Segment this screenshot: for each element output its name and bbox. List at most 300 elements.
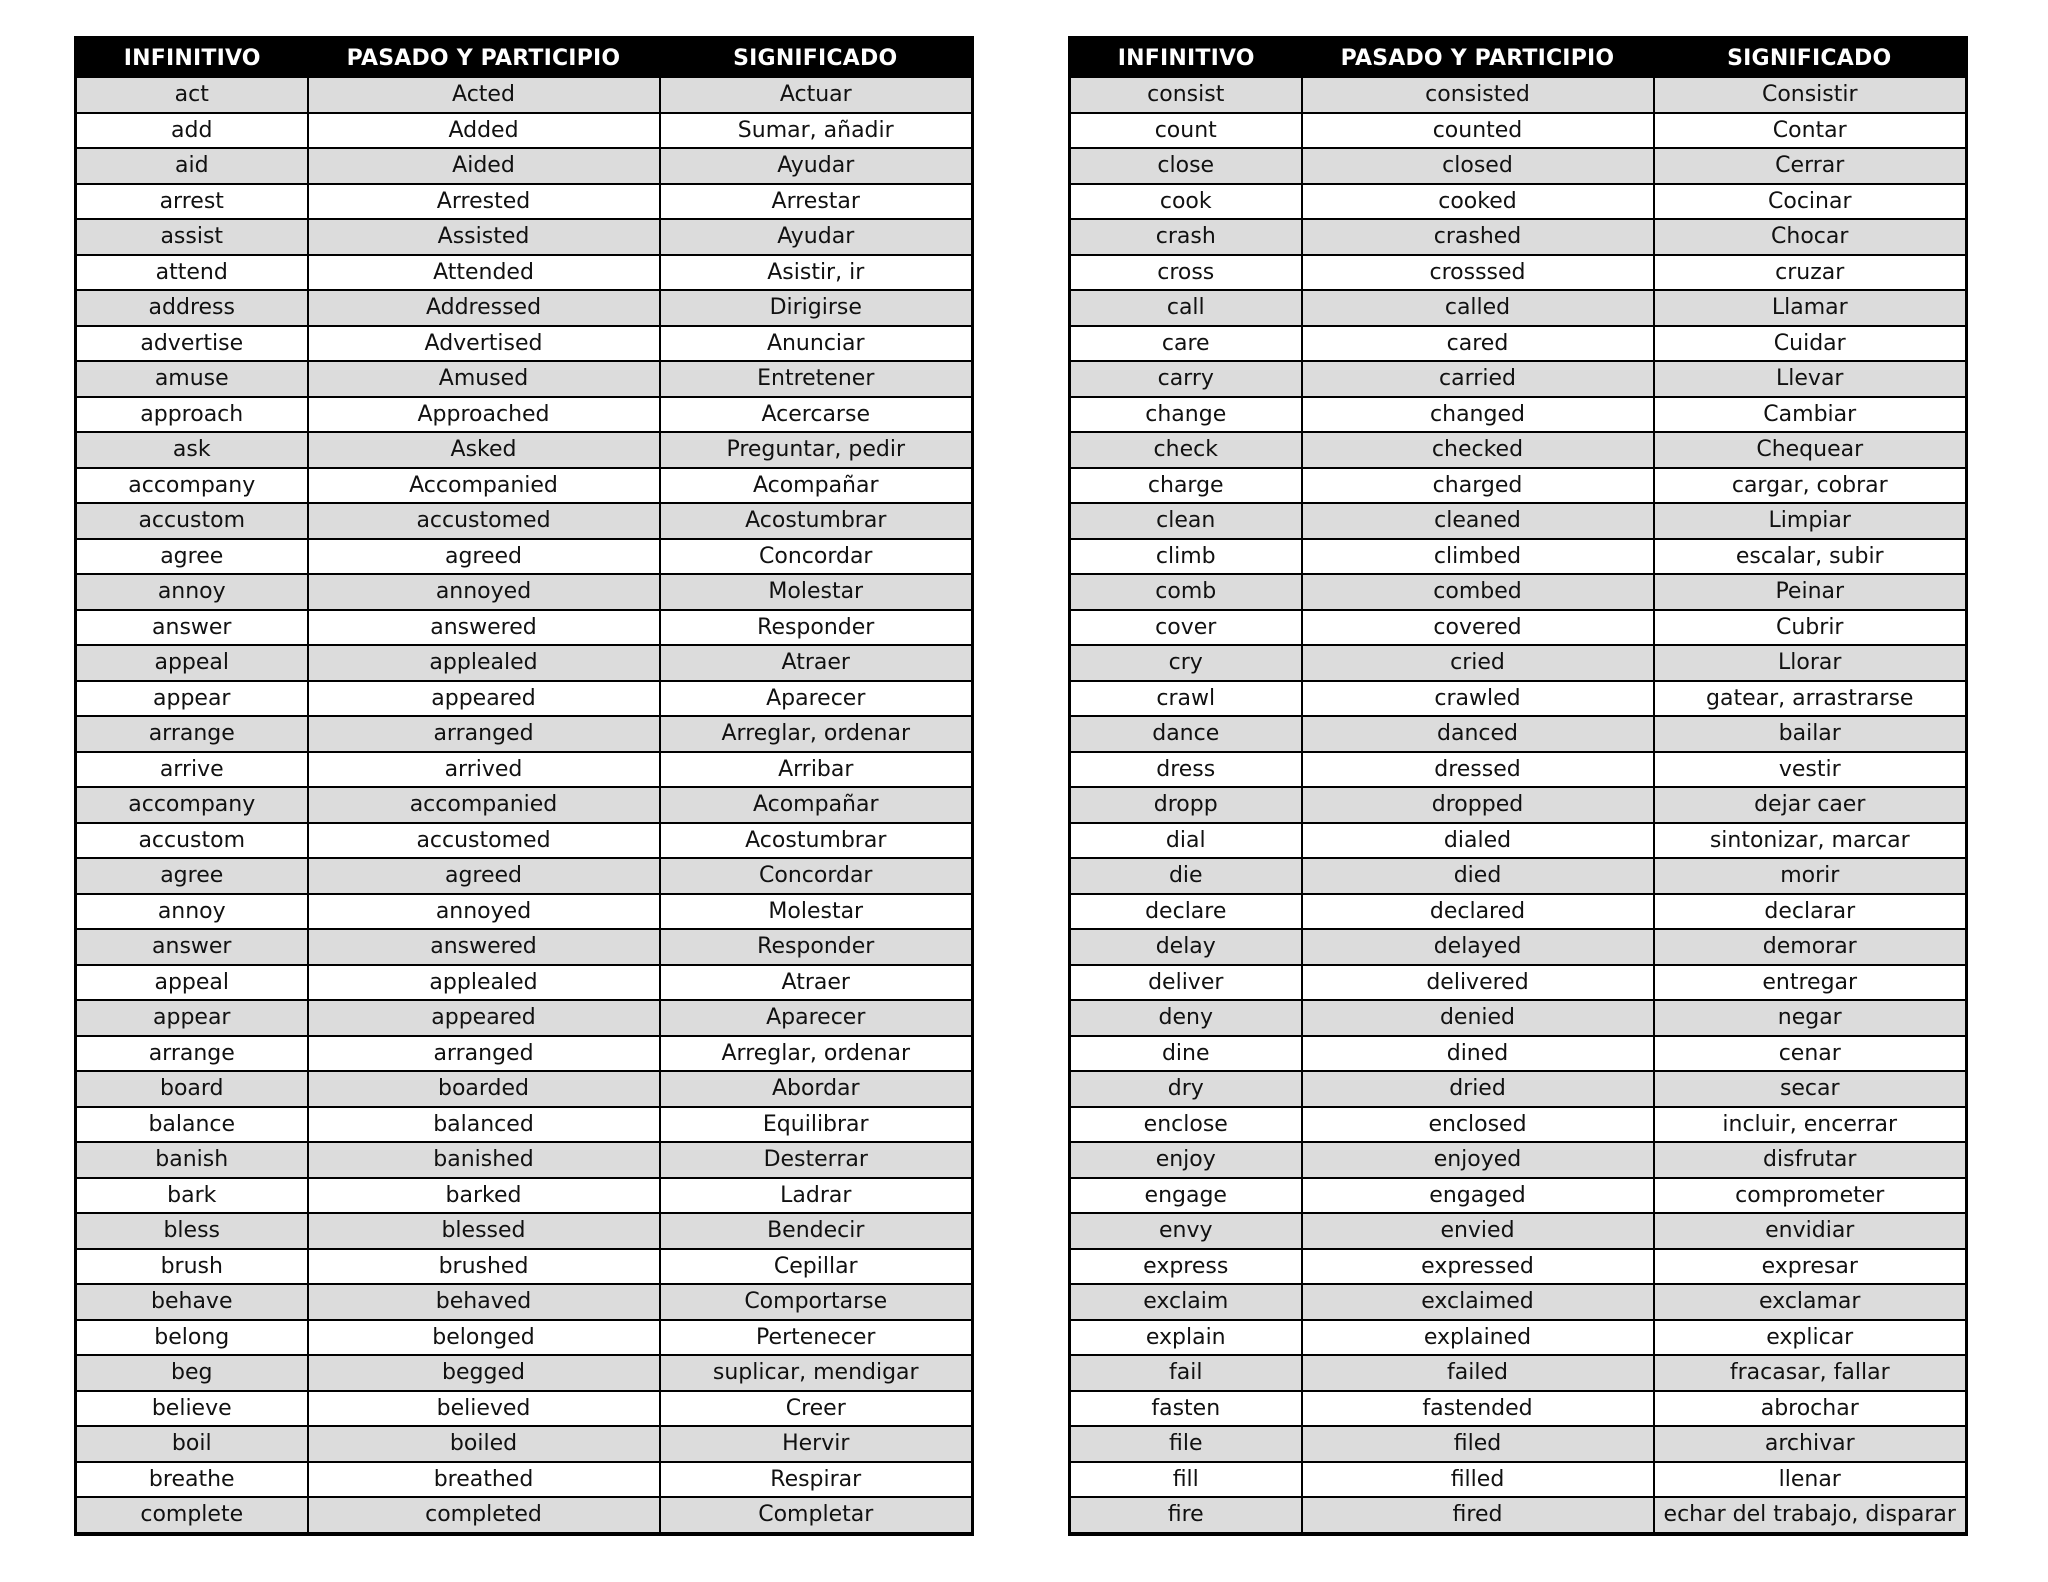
cell-significado: archivar — [1654, 1426, 1967, 1462]
cell-pasado-participio: arrived — [308, 752, 660, 788]
cell-infinitivo: fasten — [1070, 1391, 1302, 1427]
table-row — [1070, 503, 1967, 539]
cell-pasado-participio: changed — [1302, 397, 1654, 433]
cell-infinitivo: assist — [76, 219, 308, 255]
table-row — [1070, 716, 1967, 752]
cell-pasado-participio: Attended — [308, 255, 660, 291]
column-header-pasado-participio: PASADO Y PARTICIPIO — [308, 38, 660, 78]
cell-significado: disfrutar — [1654, 1142, 1967, 1178]
column-header-significado: SIGNIFICADO — [1654, 38, 1967, 78]
table-row — [76, 1391, 973, 1427]
cell-significado: abrochar — [1654, 1391, 1967, 1427]
cell-pasado-participio: dressed — [1302, 752, 1654, 788]
cell-significado: Responder — [660, 610, 973, 646]
cell-infinitivo: dress — [1070, 752, 1302, 788]
table-row — [76, 1355, 973, 1391]
cell-pasado-participio: Aided — [308, 148, 660, 184]
cell-pasado-participio: engaged — [1302, 1178, 1654, 1214]
table-row — [1070, 929, 1967, 965]
cell-significado: Bendecir — [660, 1213, 973, 1249]
cell-infinitivo: accustom — [76, 503, 308, 539]
cell-pasado-participio: enjoyed — [1302, 1142, 1654, 1178]
cell-significado: Acompañar — [660, 468, 973, 504]
cell-infinitivo: declare — [1070, 894, 1302, 930]
cell-significado: Actuar — [660, 78, 973, 113]
table-row — [76, 290, 973, 326]
table-row — [1070, 1391, 1967, 1427]
cell-significado: Contar — [1654, 113, 1967, 149]
cell-significado: Acercarse — [660, 397, 973, 433]
cell-infinitivo: engage — [1070, 1178, 1302, 1214]
cell-significado: Chequear — [1654, 432, 1967, 468]
cell-significado: incluir, encerrar — [1654, 1107, 1967, 1143]
cell-significado: Limpiar — [1654, 503, 1967, 539]
cell-significado: escalar, subir — [1654, 539, 1967, 575]
table-row — [76, 1497, 973, 1534]
cell-significado: llenar — [1654, 1462, 1967, 1498]
table-row — [1070, 965, 1967, 1001]
cell-pasado-participio: boarded — [308, 1071, 660, 1107]
cell-infinitivo: balance — [76, 1107, 308, 1143]
column-header-infinitivo: INFINITIVO — [76, 38, 308, 78]
cell-pasado-participio: agreed — [308, 539, 660, 575]
cell-pasado-participio: called — [1302, 290, 1654, 326]
table-row — [1070, 432, 1967, 468]
table-row — [1070, 787, 1967, 823]
table-row — [76, 1000, 973, 1036]
table-row — [1070, 1497, 1967, 1534]
cell-infinitivo: crash — [1070, 219, 1302, 255]
cell-infinitivo: arrest — [76, 184, 308, 220]
cell-significado: dejar caer — [1654, 787, 1967, 823]
cell-significado: comprometer — [1654, 1178, 1967, 1214]
cell-pasado-participio: Arrested — [308, 184, 660, 220]
table-row — [76, 894, 973, 930]
cell-infinitivo: answer — [76, 610, 308, 646]
cell-infinitivo: bark — [76, 1178, 308, 1214]
cell-significado: Creer — [660, 1391, 973, 1427]
cell-significado: cruzar — [1654, 255, 1967, 291]
table-row — [1070, 1178, 1967, 1214]
table-row — [1070, 78, 1967, 113]
cell-significado: Cerrar — [1654, 148, 1967, 184]
cell-significado: gatear, arrastrarse — [1654, 681, 1967, 717]
table-row — [76, 787, 973, 823]
cell-pasado-participio: cooked — [1302, 184, 1654, 220]
cell-pasado-participio: arranged — [308, 716, 660, 752]
cell-infinitivo: approach — [76, 397, 308, 433]
cell-infinitivo: die — [1070, 858, 1302, 894]
cell-infinitivo: delay — [1070, 929, 1302, 965]
cell-pasado-participio: applealed — [308, 645, 660, 681]
cell-infinitivo: climb — [1070, 539, 1302, 575]
cell-infinitivo: beg — [76, 1355, 308, 1391]
cell-pasado-participio: answered — [308, 929, 660, 965]
cell-infinitivo: dial — [1070, 823, 1302, 859]
table-row — [1070, 1036, 1967, 1072]
table-row — [76, 326, 973, 362]
cell-significado: Arreglar, ordenar — [660, 1036, 973, 1072]
table-row — [76, 574, 973, 610]
table-row — [1070, 290, 1967, 326]
cell-significado: Llamar — [1654, 290, 1967, 326]
cell-infinitivo: change — [1070, 397, 1302, 433]
cell-infinitivo: cry — [1070, 645, 1302, 681]
table-row — [76, 645, 973, 681]
cell-infinitivo: appear — [76, 1000, 308, 1036]
cell-pasado-participio: fastended — [1302, 1391, 1654, 1427]
cell-pasado-participio: delivered — [1302, 965, 1654, 1001]
table-row — [76, 929, 973, 965]
cell-infinitivo: arrange — [76, 716, 308, 752]
cell-pasado-participio: banished — [308, 1142, 660, 1178]
cell-pasado-participio: barked — [308, 1178, 660, 1214]
cell-pasado-participio: appeared — [308, 681, 660, 717]
cell-pasado-participio: Acted — [308, 78, 660, 113]
table-row — [1070, 1000, 1967, 1036]
cell-infinitivo: accompany — [76, 787, 308, 823]
table-body — [1070, 78, 1967, 1534]
cell-pasado-participio: envied — [1302, 1213, 1654, 1249]
table-row — [76, 752, 973, 788]
cell-infinitivo: complete — [76, 1497, 308, 1534]
cell-pasado-participio: denied — [1302, 1000, 1654, 1036]
cell-infinitivo: care — [1070, 326, 1302, 362]
cell-significado: declarar — [1654, 894, 1967, 930]
cell-infinitivo: deliver — [1070, 965, 1302, 1001]
table-row — [1070, 468, 1967, 504]
cell-significado: Arreglar, ordenar — [660, 716, 973, 752]
table-row — [76, 1178, 973, 1214]
cell-infinitivo: appear — [76, 681, 308, 717]
cell-significado: explicar — [1654, 1320, 1967, 1356]
table-row — [1070, 361, 1967, 397]
table-row — [1070, 610, 1967, 646]
cell-significado: Hervir — [660, 1426, 973, 1462]
cell-pasado-participio: charged — [1302, 468, 1654, 504]
table-row — [76, 503, 973, 539]
cell-significado: Desterrar — [660, 1142, 973, 1178]
table-row — [1070, 1462, 1967, 1498]
cell-infinitivo: enjoy — [1070, 1142, 1302, 1178]
cell-infinitivo: express — [1070, 1249, 1302, 1285]
table-row — [76, 468, 973, 504]
cell-infinitivo: cover — [1070, 610, 1302, 646]
table-row — [76, 716, 973, 752]
table-row — [1070, 823, 1967, 859]
cell-pasado-participio: dialed — [1302, 823, 1654, 859]
table-row — [1070, 397, 1967, 433]
cell-pasado-participio: begged — [308, 1355, 660, 1391]
table-row — [1070, 1320, 1967, 1356]
cell-significado: negar — [1654, 1000, 1967, 1036]
cell-pasado-participio: Amused — [308, 361, 660, 397]
cell-pasado-participio: annoyed — [308, 894, 660, 930]
cell-significado: Cuidar — [1654, 326, 1967, 362]
cell-infinitivo: enclose — [1070, 1107, 1302, 1143]
cell-pasado-participio: cared — [1302, 326, 1654, 362]
cell-infinitivo: board — [76, 1071, 308, 1107]
cell-infinitivo: attend — [76, 255, 308, 291]
cell-significado: suplicar, mendigar — [660, 1355, 973, 1391]
table-row — [76, 397, 973, 433]
cell-pasado-participio: Advertised — [308, 326, 660, 362]
cell-pasado-participio: completed — [308, 1497, 660, 1534]
cell-infinitivo: fill — [1070, 1462, 1302, 1498]
cell-pasado-participio: dropped — [1302, 787, 1654, 823]
cell-significado: Sumar, añadir — [660, 113, 973, 149]
table-row — [76, 610, 973, 646]
cell-pasado-participio: brushed — [308, 1249, 660, 1285]
cell-infinitivo: dine — [1070, 1036, 1302, 1072]
cell-infinitivo: count — [1070, 113, 1302, 149]
cell-significado: Acostumbrar — [660, 823, 973, 859]
cell-infinitivo: ask — [76, 432, 308, 468]
column-header-pasado-participio: PASADO Y PARTICIPIO — [1302, 38, 1654, 78]
cell-significado: Arrestar — [660, 184, 973, 220]
cell-pasado-participio: Assisted — [308, 219, 660, 255]
cell-significado: morir — [1654, 858, 1967, 894]
column-header-infinitivo: INFINITIVO — [1070, 38, 1302, 78]
cell-significado: Asistir, ir — [660, 255, 973, 291]
cell-infinitivo: add — [76, 113, 308, 149]
cell-infinitivo: consist — [1070, 78, 1302, 113]
cell-infinitivo: close — [1070, 148, 1302, 184]
cell-significado: Comportarse — [660, 1284, 973, 1320]
cell-pasado-participio: cried — [1302, 645, 1654, 681]
cell-pasado-participio: crawled — [1302, 681, 1654, 717]
table-row — [1070, 1213, 1967, 1249]
cell-pasado-participio: balanced — [308, 1107, 660, 1143]
cell-significado: Consistir — [1654, 78, 1967, 113]
cell-infinitivo: crawl — [1070, 681, 1302, 717]
table-row — [76, 858, 973, 894]
cell-significado: bailar — [1654, 716, 1967, 752]
table-row — [1070, 1107, 1967, 1143]
cell-significado: vestir — [1654, 752, 1967, 788]
table-row — [1070, 752, 1967, 788]
cell-pasado-participio: crashed — [1302, 219, 1654, 255]
cell-infinitivo: address — [76, 290, 308, 326]
cell-significado: sintonizar, marcar — [1654, 823, 1967, 859]
table-row — [76, 1107, 973, 1143]
table-row — [1070, 1426, 1967, 1462]
cell-pasado-participio: consisted — [1302, 78, 1654, 113]
cell-pasado-participio: breathed — [308, 1462, 660, 1498]
table-row — [76, 361, 973, 397]
cell-infinitivo: arrive — [76, 752, 308, 788]
cell-pasado-participio: applealed — [308, 965, 660, 1001]
cell-pasado-participio: Addressed — [308, 290, 660, 326]
verb-table-left — [74, 36, 974, 1536]
cell-significado: Abordar — [660, 1071, 973, 1107]
cell-infinitivo: comb — [1070, 574, 1302, 610]
cell-infinitivo: deny — [1070, 1000, 1302, 1036]
cell-significado: demorar — [1654, 929, 1967, 965]
cell-pasado-participio: checked — [1302, 432, 1654, 468]
cell-pasado-participio: boiled — [308, 1426, 660, 1462]
verb-table-right — [1068, 36, 1968, 1536]
cell-pasado-participio: danced — [1302, 716, 1654, 752]
cell-significado: Concordar — [660, 858, 973, 894]
cell-infinitivo: dropp — [1070, 787, 1302, 823]
cell-infinitivo: boil — [76, 1426, 308, 1462]
cell-pasado-participio: Asked — [308, 432, 660, 468]
cell-pasado-participio: closed — [1302, 148, 1654, 184]
table-row — [76, 823, 973, 859]
cell-infinitivo: cook — [1070, 184, 1302, 220]
cell-pasado-participio: delayed — [1302, 929, 1654, 965]
cell-pasado-participio: exclaimed — [1302, 1284, 1654, 1320]
cell-pasado-participio: annoyed — [308, 574, 660, 610]
table-row — [1070, 1142, 1967, 1178]
cell-pasado-participio: answered — [308, 610, 660, 646]
table-row — [1070, 148, 1967, 184]
cell-pasado-participio: explained — [1302, 1320, 1654, 1356]
table-header — [76, 38, 973, 78]
cell-infinitivo: cross — [1070, 255, 1302, 291]
cell-infinitivo: file — [1070, 1426, 1302, 1462]
cell-pasado-participio: cleaned — [1302, 503, 1654, 539]
column-header-significado: SIGNIFICADO — [660, 38, 973, 78]
table-row — [76, 681, 973, 717]
table-row — [76, 1249, 973, 1285]
table-row — [1070, 113, 1967, 149]
cell-pasado-participio: failed — [1302, 1355, 1654, 1391]
cell-significado: Chocar — [1654, 219, 1967, 255]
cell-infinitivo: accompany — [76, 468, 308, 504]
cell-pasado-participio: expressed — [1302, 1249, 1654, 1285]
cell-infinitivo: accustom — [76, 823, 308, 859]
table-row — [76, 1462, 973, 1498]
cell-significado: Acompañar — [660, 787, 973, 823]
cell-significado: Ayudar — [660, 219, 973, 255]
cell-significado: echar del trabajo, disparar — [1654, 1497, 1967, 1534]
cell-pasado-participio: accustomed — [308, 503, 660, 539]
cell-infinitivo: advertise — [76, 326, 308, 362]
cell-significado: Ayudar — [660, 148, 973, 184]
cell-infinitivo: annoy — [76, 574, 308, 610]
table-row — [76, 148, 973, 184]
cell-significado: Arribar — [660, 752, 973, 788]
table-row — [76, 965, 973, 1001]
cell-pasado-participio: accompanied — [308, 787, 660, 823]
cell-significado: Concordar — [660, 539, 973, 575]
cell-infinitivo: act — [76, 78, 308, 113]
cell-infinitivo: belong — [76, 1320, 308, 1356]
cell-infinitivo: appeal — [76, 965, 308, 1001]
cell-pasado-participio: arranged — [308, 1036, 660, 1072]
cell-infinitivo: carry — [1070, 361, 1302, 397]
cell-pasado-participio: Added — [308, 113, 660, 149]
table-row — [1070, 681, 1967, 717]
cell-pasado-participio: filed — [1302, 1426, 1654, 1462]
cell-significado: Cambiar — [1654, 397, 1967, 433]
table-row — [1070, 326, 1967, 362]
cell-infinitivo: dance — [1070, 716, 1302, 752]
cell-pasado-participio: fired — [1302, 1497, 1654, 1534]
table-row — [1070, 1249, 1967, 1285]
table-header — [1070, 38, 1967, 78]
table-row — [1070, 894, 1967, 930]
cell-infinitivo: arrange — [76, 1036, 308, 1072]
table-row — [76, 1320, 973, 1356]
cell-pasado-participio: agreed — [308, 858, 660, 894]
cell-infinitivo: banish — [76, 1142, 308, 1178]
cell-pasado-participio: behaved — [308, 1284, 660, 1320]
cell-significado: fracasar, fallar — [1654, 1355, 1967, 1391]
cell-infinitivo: amuse — [76, 361, 308, 397]
table-body — [76, 78, 973, 1534]
cell-significado: Llorar — [1654, 645, 1967, 681]
table-row — [1070, 645, 1967, 681]
table-row — [1070, 1071, 1967, 1107]
cell-significado: Molestar — [660, 894, 973, 930]
cell-significado: Preguntar, pedir — [660, 432, 973, 468]
cell-significado: Cocinar — [1654, 184, 1967, 220]
cell-pasado-participio: dined — [1302, 1036, 1654, 1072]
table-row — [1070, 255, 1967, 291]
table-row — [76, 1284, 973, 1320]
table-row — [76, 539, 973, 575]
cell-pasado-participio: carried — [1302, 361, 1654, 397]
cell-infinitivo: bless — [76, 1213, 308, 1249]
cell-pasado-participio: Approached — [308, 397, 660, 433]
cell-infinitivo: behave — [76, 1284, 308, 1320]
cell-significado: Respirar — [660, 1462, 973, 1498]
table-row — [76, 184, 973, 220]
cell-infinitivo: agree — [76, 858, 308, 894]
cell-infinitivo: fire — [1070, 1497, 1302, 1534]
table-row — [1070, 219, 1967, 255]
cell-significado: Llevar — [1654, 361, 1967, 397]
cell-pasado-participio: combed — [1302, 574, 1654, 610]
cell-pasado-participio: declared — [1302, 894, 1654, 930]
table-row — [1070, 858, 1967, 894]
cell-infinitivo: breathe — [76, 1462, 308, 1498]
table-row — [76, 1142, 973, 1178]
table-row — [76, 1036, 973, 1072]
cell-pasado-participio: enclosed — [1302, 1107, 1654, 1143]
cell-pasado-participio: appeared — [308, 1000, 660, 1036]
cell-pasado-participio: dried — [1302, 1071, 1654, 1107]
table-row — [76, 1213, 973, 1249]
cell-significado: Ladrar — [660, 1178, 973, 1214]
table-row — [76, 1071, 973, 1107]
cell-infinitivo: brush — [76, 1249, 308, 1285]
cell-infinitivo: agree — [76, 539, 308, 575]
cell-significado: envidiar — [1654, 1213, 1967, 1249]
table-row — [76, 219, 973, 255]
cell-significado: Acostumbrar — [660, 503, 973, 539]
cell-significado: Entretener — [660, 361, 973, 397]
header-row — [1070, 38, 1967, 78]
table-row — [1070, 574, 1967, 610]
cell-infinitivo: aid — [76, 148, 308, 184]
table-row — [76, 78, 973, 113]
cell-infinitivo: charge — [1070, 468, 1302, 504]
cell-significado: Aparecer — [660, 681, 973, 717]
cell-significado: Completar — [660, 1497, 973, 1534]
cell-pasado-participio: blessed — [308, 1213, 660, 1249]
cell-infinitivo: call — [1070, 290, 1302, 326]
cell-pasado-participio: covered — [1302, 610, 1654, 646]
cell-infinitivo: exclaim — [1070, 1284, 1302, 1320]
cell-pasado-participio: counted — [1302, 113, 1654, 149]
cell-pasado-participio: climbed — [1302, 539, 1654, 575]
cell-significado: expresar — [1654, 1249, 1967, 1285]
cell-pasado-participio: crosssed — [1302, 255, 1654, 291]
